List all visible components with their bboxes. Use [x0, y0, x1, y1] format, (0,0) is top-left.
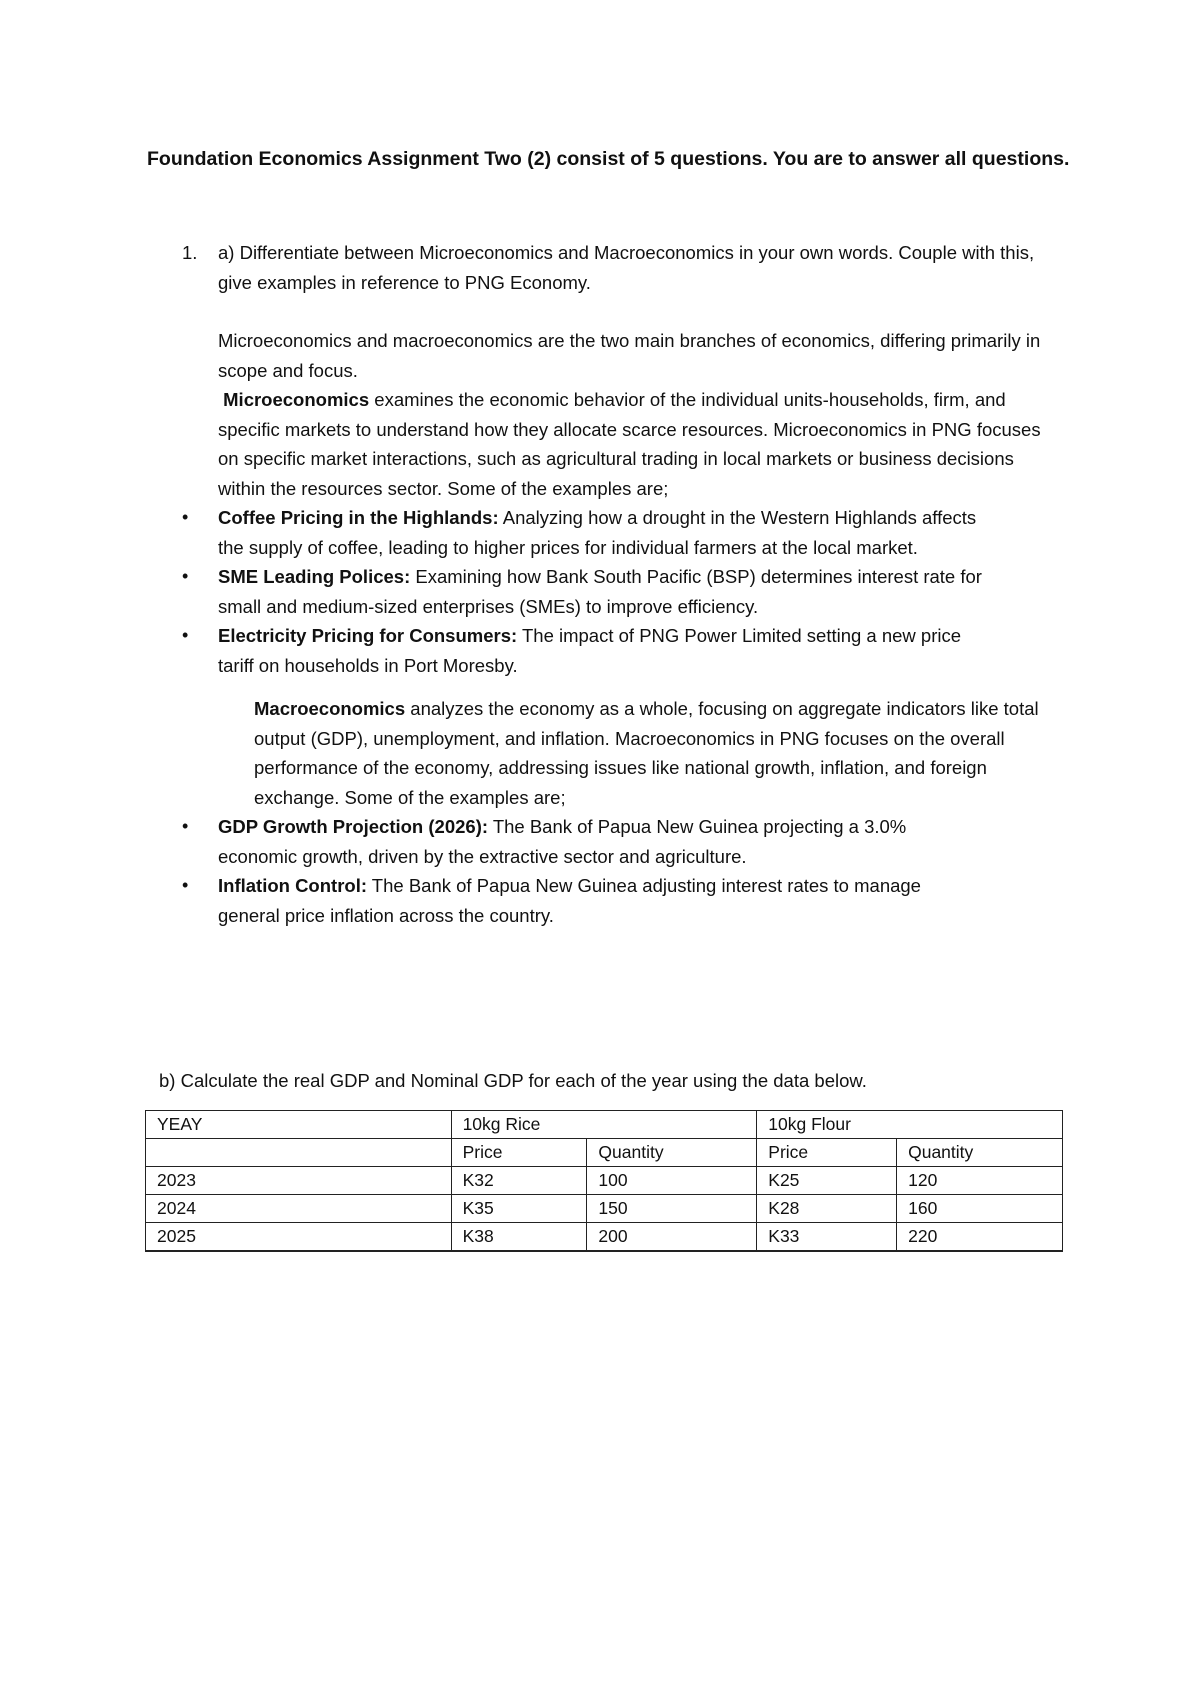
example-text: The Bank of Papua New Guinea projecting a 3.0% economic growth, driven by the extractive sector and agriculture. — [218, 816, 907, 867]
table-cell: Quantity — [897, 1139, 1063, 1167]
table-cell: 100 — [587, 1167, 757, 1195]
macro-paragraph — [254, 694, 1044, 812]
table-row — [146, 1167, 1063, 1195]
bullet-icon: • — [182, 566, 189, 586]
table-cell: K25 — [757, 1167, 897, 1195]
table-cell: K33 — [757, 1223, 897, 1252]
table-cell: 2024 — [146, 1195, 452, 1223]
table-cell: 120 — [897, 1167, 1063, 1195]
intro-paragraph: Microeconomics and macroeconomics are the two main branches of economics, differing primarily in scope and focus. — [218, 330, 1041, 381]
table-subheader-row — [146, 1139, 1063, 1167]
table-row — [146, 1195, 1063, 1223]
question-1a-prompt: a) Differentiate between Microeconomics and Macroeconomics in your own words. Couple with this, give examples in reference to PNG Economy. — [218, 242, 1035, 293]
bullet-icon: • — [182, 625, 189, 645]
table-cell — [146, 1139, 452, 1167]
macro-examples-list — [182, 812, 938, 930]
table-cell: 160 — [897, 1195, 1063, 1223]
table-cell: 2025 — [146, 1223, 452, 1252]
macro-term: Macroeconomics — [254, 698, 406, 719]
list-item — [182, 503, 998, 562]
table-cell: K35 — [451, 1195, 587, 1223]
assignment-title: Foundation Economics Assignment Two (2) consist of 5 questions. You are to answer all questions. — [147, 148, 1070, 170]
example-text: The Bank of Papua New Guinea adjusting interest rates to manage general price inflation across the country. — [218, 875, 921, 926]
table-header-row — [146, 1111, 1063, 1139]
example-term: SME Leading Polices: — [218, 566, 411, 587]
table-cell: K28 — [757, 1195, 897, 1223]
list-item — [182, 562, 998, 621]
list-item — [182, 812, 938, 871]
table-cell: Price — [757, 1139, 897, 1167]
table-cell: YEAY — [146, 1111, 452, 1139]
table-cell: 200 — [587, 1223, 757, 1252]
bullet-icon: • — [182, 816, 189, 836]
question-1 — [182, 238, 1062, 930]
list-item — [182, 621, 998, 680]
example-term: Inflation Control: — [218, 875, 367, 896]
example-text: The impact of PNG Power Limited setting a new price tariff on households in Port Moresby. — [218, 625, 962, 676]
table-cell: 150 — [587, 1195, 757, 1223]
data-table — [145, 1110, 1063, 1252]
table-cell: 2023 — [146, 1167, 452, 1195]
list-item — [182, 871, 938, 930]
example-term: Electricity Pricing for Consumers: — [218, 625, 518, 646]
micro-term: Microeconomics — [223, 389, 370, 410]
table-cell: 10kg Flour — [757, 1111, 1063, 1139]
table-cell: K38 — [451, 1223, 587, 1252]
bullet-icon: • — [182, 507, 189, 527]
example-text: Examining how Bank South Pacific (BSP) determines interest rate for small and medium-sized enterprises (SMEs) to improve efficiency. — [218, 566, 982, 617]
table-cell: Price — [451, 1139, 587, 1167]
table-row — [146, 1223, 1063, 1252]
macro-text: analyzes the economy as a whole, focusing on aggregate indicators like total output (GDP), unemployment, and inflation. Macroeconomics in PNG focuses on the overall performance of the economy, addressing issues like national growth, inflation, and foreign exchange. Some of the examples are; — [254, 698, 1039, 808]
bullet-icon: • — [182, 875, 189, 895]
micro-paragraph — [218, 385, 1062, 503]
question-body — [182, 238, 1062, 930]
table-cell: Quantity — [587, 1139, 757, 1167]
example-term: GDP Growth Projection (2026): — [218, 816, 489, 837]
table-cell: K32 — [451, 1167, 587, 1195]
micro-text: examines the economic behavior of the individual units-households, firm, and specific markets to understand how they allocate scarce resources. Microeconomics in PNG focuses on specific market interactions, such as agricultural trading in local markets or business decisions within the resources sector. Some of the examples are; — [218, 389, 1041, 499]
micro-examples-list — [182, 503, 998, 680]
question-1b-prompt: b) Calculate the real GDP and Nominal GDP for each of the year using the data below. — [159, 1070, 867, 1091]
example-term: Coffee Pricing in the Highlands: — [218, 507, 499, 528]
table-cell: 10kg Rice — [451, 1111, 757, 1139]
question-number: 1. — [182, 242, 198, 263]
table-cell: 220 — [897, 1223, 1063, 1252]
example-text: Analyzing how a drought in the Western Highlands affects the supply of coffee, leading to higher prices for individual farmers at the local market. — [218, 507, 977, 558]
